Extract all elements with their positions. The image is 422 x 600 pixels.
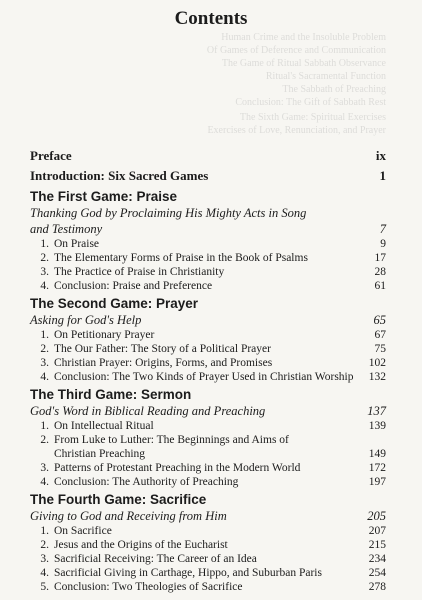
page-number: 149 (368, 448, 386, 460)
chapter-title: Conclusion: Two Theologies of Sacrifice (54, 581, 243, 593)
entry-label: Preface (30, 148, 72, 163)
subtitle-text: and Testimony (30, 222, 103, 236)
page-number: ix (375, 148, 386, 163)
chapter-entry-cont[interactable] (30, 447, 386, 461)
ghost-line: Conclusion: The Gift of Sabbath Rest (235, 97, 386, 108)
ghost-line: The Sixth Game: Spiritual Exercises (239, 112, 386, 123)
page-number: 28 (374, 266, 386, 278)
chapter-title: The Practice of Praise in Christianity (54, 266, 225, 278)
chapter-title: Christian Prayer: Origins, Forms, and Promises (54, 357, 273, 369)
section-heading-sacrifice[interactable]: The Fourth Game: Sacrifice (30, 492, 207, 507)
chapter-title: The Elementary Forms of Praise in the Book of Psalms (54, 252, 308, 264)
page-number: 139 (368, 420, 386, 432)
page-number: 197 (368, 476, 386, 488)
chapter-number: 1. (40, 238, 49, 250)
chapter-number: 3. (40, 553, 49, 565)
chapter-entry[interactable] (30, 419, 386, 433)
chapter-title: Conclusion: Praise and Preference (54, 280, 213, 292)
subtitle-text: Giving to God and Receiving from Him (30, 509, 227, 523)
chapter-title: Conclusion: The Authority of Preaching (54, 476, 239, 488)
chapter-title: Patterns of Protestant Preaching in the Modern World (54, 462, 301, 474)
section-heading-praise[interactable]: The First Game: Praise (30, 189, 178, 204)
chapter-number: 3. (40, 462, 49, 474)
subtitle-text: God's Word in Biblical Reading and Preaching (30, 404, 266, 418)
page-number: 1 (379, 168, 386, 183)
section-subtitle-cont (30, 221, 386, 237)
chapter-entry[interactable] (30, 461, 386, 475)
section-heading-prayer[interactable]: The Second Game: Prayer (30, 296, 199, 311)
chapter-entry[interactable] (30, 237, 386, 251)
page-number: 67 (374, 329, 386, 341)
toc-entry-preface[interactable] (30, 146, 386, 166)
page-number: 75 (374, 343, 386, 355)
table-of-contents (30, 146, 386, 594)
page-number: 65 (373, 313, 386, 327)
chapter-title: On Intellectual Ritual (54, 420, 154, 432)
chapter-entry[interactable] (30, 538, 386, 552)
section-subtitle (30, 312, 386, 328)
chapter-number: 3. (40, 357, 49, 369)
page-number: 102 (368, 357, 386, 369)
page-number: 207 (368, 525, 386, 537)
page-number: 7 (379, 222, 386, 236)
chapter-entry[interactable] (30, 342, 386, 356)
chapter-number: 1. (40, 329, 49, 341)
page-number: 215 (368, 539, 386, 551)
chapter-entry[interactable] (30, 433, 386, 447)
section-subtitle (30, 508, 386, 524)
chapter-entry[interactable] (30, 566, 386, 580)
chapter-number: 4. (40, 371, 49, 383)
ghost-line: The Sabbath of Preaching (282, 84, 386, 95)
chapter-number: 5. (40, 581, 49, 593)
chapter-title: On Petitionary Prayer (54, 329, 155, 341)
ghost-line: Ritual's Sacramental Function (265, 71, 386, 82)
chapter-title: Sacrificial Giving in Carthage, Hippo, and Suburban Paris (54, 567, 322, 579)
chapter-entry[interactable] (30, 328, 386, 342)
chapter-title: Christian Preaching (54, 448, 146, 460)
page-number: 17 (374, 252, 386, 264)
chapter-number: 2. (40, 539, 49, 551)
ghost-line: Human Crime and the Insoluble Problem (221, 32, 386, 43)
chapter-entry[interactable] (30, 475, 386, 489)
page-number: 137 (367, 404, 386, 418)
page-title: Contents (174, 8, 248, 29)
chapter-number: 1. (40, 420, 49, 432)
page-number: 205 (367, 509, 386, 523)
chapter-number: 2. (40, 434, 49, 446)
chapter-title: On Praise (54, 238, 100, 250)
page-number: 132 (368, 371, 386, 383)
chapter-title: On Sacrifice (54, 525, 112, 537)
page-number: 254 (368, 567, 386, 579)
chapter-title: Sacrificial Receiving: The Career of an Idea (54, 553, 257, 565)
page-number: 278 (368, 581, 386, 593)
toc-entry-introduction[interactable] (30, 166, 386, 186)
chapter-number: 2. (40, 252, 49, 264)
chapter-title: From Luke to Luther: The Beginnings and Aims of (54, 434, 289, 446)
entry-label: Introduction: Six Sacred Games (30, 168, 209, 183)
chapter-number: 4. (40, 280, 49, 292)
chapter-entry[interactable] (30, 356, 386, 370)
section-subtitle (30, 403, 386, 419)
ghost-line: Exercises of Love, Renunciation, and Prayer (207, 125, 386, 136)
chapter-title: Jesus and the Origins of the Eucharist (54, 539, 228, 551)
chapter-number: 4. (40, 567, 49, 579)
page-number: 172 (368, 462, 386, 474)
chapter-entry[interactable] (30, 580, 386, 594)
chapter-entry[interactable] (30, 251, 386, 265)
chapter-entry[interactable] (30, 279, 386, 293)
chapter-title: The Our Father: The Story of a Political Prayer (54, 343, 271, 355)
section-heading-sermon[interactable]: The Third Game: Sermon (30, 387, 192, 402)
page-number: 9 (380, 238, 386, 250)
page-number: 234 (368, 553, 386, 565)
ghost-line: Of Games of Deference and Communication (206, 45, 386, 56)
chapter-entry[interactable] (30, 265, 386, 279)
subtitle-text: Asking for God's Help (30, 313, 142, 327)
chapter-number: 3. (40, 266, 49, 278)
chapter-number: 2. (40, 343, 49, 355)
chapter-title: Conclusion: The Two Kinds of Prayer Used in Christian Worship (54, 371, 354, 383)
chapter-entry[interactable] (30, 370, 386, 384)
ghost-line: The Game of Ritual Sabbath Observance (221, 58, 386, 69)
chapter-number: 1. (40, 525, 49, 537)
chapter-entry[interactable] (30, 524, 386, 538)
chapter-entry[interactable] (30, 552, 386, 566)
page-number: 61 (374, 280, 386, 292)
section-subtitle: Thanking God by Proclaiming His Mighty Acts in Song (30, 206, 307, 220)
chapter-number: 4. (40, 476, 49, 488)
